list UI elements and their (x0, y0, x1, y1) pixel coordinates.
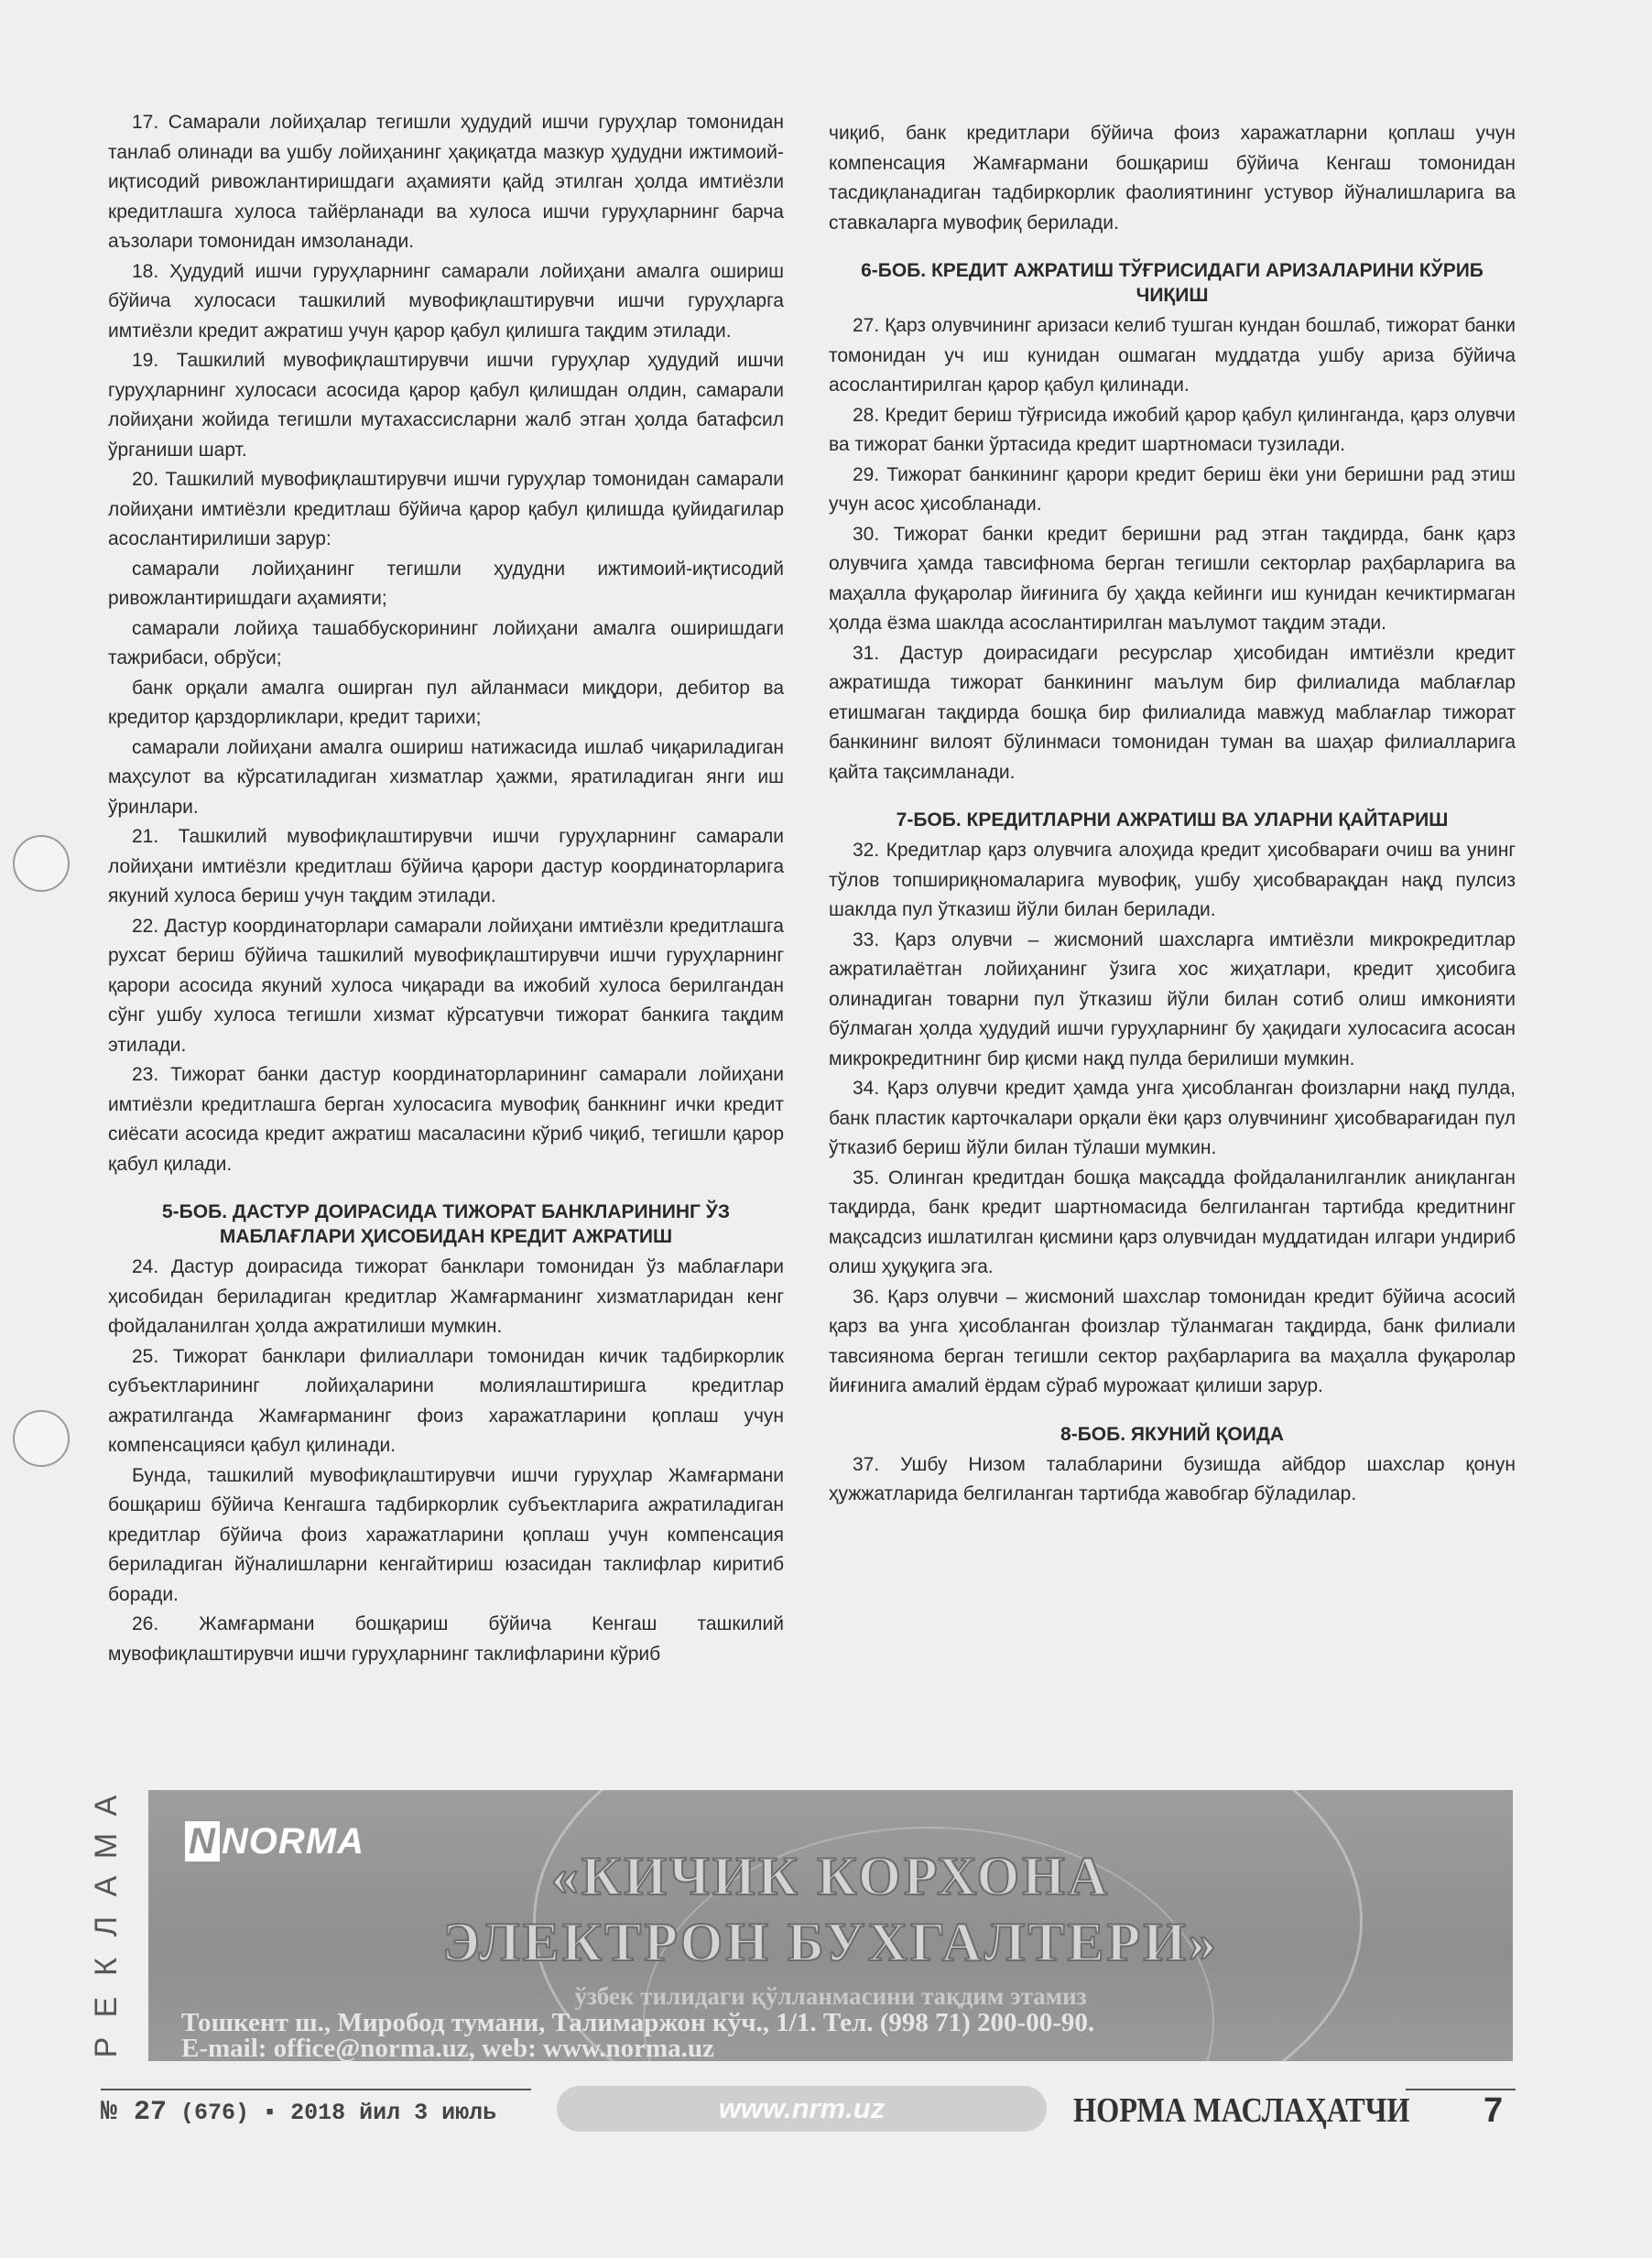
paragraph: чиқиб, банк кредитлари бўйича фоиз харажатларни қоплаш учун компенсация Жамғармани бошқариш бўйича Кенгаш томонидан тасдиқланадиган тадбиркорлик фаолиятининг устувор йўналишларига ва ставкаларга мувофиқ берилади. (829, 123, 1516, 233)
paragraph: 37. Ушбу Низом талабларини бузишда айбдор шахслар қонун ҳужжатларида белгиланган тартибда жавобгар бўладилар. (829, 1453, 1516, 1504)
paragraph: 20. Ташкилий мувофиқлаштирувчи ишчи гуруҳлар томонидан самарали лойиҳани имтиёзли кредитлаш бўйича қарор қабул қилишда қуйидагилар асослантирилиши зарур: (108, 469, 784, 549)
paragraph: 21. Ташкилий мувофиқлаштирувчи ишчи гуруҳларнинг самарали лойиҳани имтиёзли кредитлаш бўйича қарори дастур координаторларига якуний хулоса бериш учун тақдим этилади. (108, 826, 784, 906)
norma-logo-text: NORMA (221, 1821, 364, 1862)
paragraph: 25. Тижорат банклари филиаллари томонидан кичик тадбиркорлик субъектларининг лойиҳаларини молиялаштиришга кредитлар ажратилганда Жамғарманинг фоиз харажатларини қоплаш учун компенсацияси қабул қилинади. (108, 1345, 784, 1456)
paragraph: 33. Қарз олувчи – жисмоний шахсларга имтиёзли микрокредитлар ажратилаётган лойиҳанинг ўзига хос жиҳатлари, кредит ҳисобига олинадиган товарни пул ўтказиш йўли билан сотиб олиш имконияти бўлмаган ҳолда ҳудудий ишчи гуруҳларнинг бу ҳақидаги хулосасига асосан микрокредитнинг бир қисми нақд пулда берилиши мумкин. (829, 928, 1516, 1069)
paragraph: 27. Қарз олувчининг аризаси келиб тушган кундан бошлаб, тижорат банки томонидан уч иш кунидан ошмаган муддатда ушбу ариза бўйича асослантирилган қарор қабул қилинади. (829, 315, 1516, 396)
paragraph: 24. Дастур доирасида тижорат банклари томонидан ўз маблағлари ҳисобидан бериладиган кредитлар Жамғарманинг хизматларидан кенг фойдаланилган ҳолда ажратилиши мумкин. (108, 1256, 784, 1337)
footer-url[interactable]: www.nrm.uz (718, 2092, 886, 2124)
banner-address: Тошкент ш., Миробод тумани, Талимаржон кўч., 1/1. Тел. (998 71) 200-00-90. (181, 2008, 1095, 2037)
right-column (829, 119, 1516, 1510)
advertisement-label (81, 1786, 136, 2079)
banner-title-line1: «КИЧИК КОРХОНА (550, 1846, 1111, 1906)
section-heading: 5-БОБ. ДАСТУР ДОИРАСИДА ТИЖОРАТ БАНКЛАРИНИНГ ЎЗ МАБЛАҒЛАРИ ҲИСОБИДАН КРЕДИТ АЖРАТИШ (162, 1201, 730, 1247)
paragraph: 32. Кредитлар қарз олувчига алоҳида кредит ҳисобварағи очиш ва унинг тўлов топшириқномаларига мувофиқ, ушбу ҳисобварақдан нақд пулсиз шаклда пул ўтказиш йўли билан берилади. (829, 840, 1516, 920)
section-heading: 6-БОБ. КРЕДИТ АЖРАТИШ ТЎҒРИСИДАГИ АРИЗАЛАРИНИ КЎРИБ ЧИҚИШ (861, 260, 1484, 306)
paragraph: самарали лойиҳа ташаббускорининг лойиҳани амалга оширишдаги тажрибаси, обрўси; (108, 617, 784, 668)
footer-rule-left (101, 2089, 531, 2090)
paragraph: самарали лойиҳанинг тегишли ҳудудни ижтимоий-иқтисодий ривожлантиришдаги аҳамияти; (108, 558, 784, 609)
footer-bullet: ▪ (263, 2100, 277, 2126)
section-heading: 8-БОБ. ЯКУНИЙ ҚОИДА (1060, 1423, 1284, 1445)
paragraph: 34. Қарз олувчи кредит ҳамда унга ҳисобланган фоизларни нақд пулда, банк пластик карточкалари орқали ёки қарз олувчининг ҳисобварағидан пул ўтказиб бериш йўли билан тўлаши мумкин. (829, 1078, 1516, 1158)
advertisement-label-letter: К (89, 1958, 124, 1976)
paragraph: 28. Кредит бериш тўғрисида ижобий қарор қабул қилинганда, қарз олувчи ва тижорат банки ўртасида кредит шартномаси тузилади. (829, 404, 1516, 455)
advertisement-label-letter: А (89, 1875, 124, 1897)
issue-date: 2018 йил 3 июль (290, 2100, 497, 2126)
banner-contacts: E-mail: office@norma.uz, web: www.norma.uz (181, 2034, 714, 2061)
advertisement-label-letter: Р (89, 2036, 124, 2058)
footer-rule-right (1406, 2089, 1516, 2090)
issue-number: № 27 (101, 2097, 168, 2128)
paragraph: 18. Ҳудудий ишчи гуруҳларнинг самарали лойиҳани амалга ошириш бўйича хулосаси ташкилий мувофиқлаштирувчи ишчи гуруҳларга имтиёзли кредит ажратиш учун қарор қабул қилишга тақдим этилади. (108, 260, 784, 342)
binder-hole-top (13, 835, 70, 892)
norma-logo-mark: N (185, 1821, 220, 1862)
paragraph: 30. Тижорат банки кредит беришни рад этган тақдирда, банк қарз олувчига ҳамда тавсифнома берган тегишли секторлар раҳбарларига ва маҳалла фуқаролар йиғинига бу ҳақда кейинги иш кунидан кечиктирмаган ҳолда ёзма шаклда асослантирилган маълумот тақдим этади. (829, 523, 1516, 634)
paragraph: 29. Тижорат банкининг қарори кредит бериш ёки уни беришни рад этиш учун асос ҳисобланади. (829, 463, 1516, 515)
banner-subtitle: ўзбек тилидаги қўлланмасини тақдим этамиз (574, 1982, 1087, 2010)
issue-sequence: (676) (180, 2100, 250, 2126)
paragraph: 17. Самарали лойиҳалар тегишли ҳудудий ишчи гуруҳлар томонидан танлаб олинади ва ушбу лойиҳанинг ҳақиқатда мазкур ҳудудни ижтимоий-иқтисодий ривожлантиришдаги аҳамияти қайд этилган ҳолда имтиёзли кредитлашга хулоса тайёрланади ва хулоса ишчи гуруҳларнинг барча аъзолари томонидан имзоланади. (108, 112, 784, 252)
binder-hole-bottom (13, 1410, 70, 1467)
paragraph: самарали лойиҳани амалга ошириш натижасида ишлаб чиқариладиган маҳсулот ва кўрсатиладиган хизматлар ҳажми, яратиладиган янги иш ўринлари. (108, 736, 784, 818)
footer-issue-info (101, 2097, 496, 2128)
advertisement-banner (148, 1790, 1513, 2061)
footer-url-pill (557, 2086, 1047, 2132)
publication-title: НОРМА МАСЛАҲАТЧИ (1073, 2091, 1410, 2130)
paragraph: банк орқали амалга оширган пул айланмаси миқдори, дебитор ва кредитор қарздорликлари, кредит тарихи; (108, 677, 784, 728)
advertisement-label-letter: Л (89, 1916, 124, 1938)
advertisement-label-letter: М (89, 1832, 124, 1860)
paragraph: 19. Ташкилий мувофиқлаштирувчи ишчи гуруҳлар ҳудудий ишчи гуруҳларнинг хулосаси асосида қарор қабул қилишдан олдин, самарали лойиҳани жойида тегишли мутахассисларни жалб этган ҳолда батафсил ўрганиши шарт. (108, 350, 784, 461)
section-heading: 7-БОБ. КРЕДИТЛАРНИ АЖРАТИШ ВА УЛАРНИ ҚАЙТАРИШ (896, 809, 1449, 830)
paragraph: 26. Жамғармани бошқариш бўйича Кенгаш ташкилий мувофиқлаштирувчи ишчи гуруҳларнинг таклифларини кўриб (108, 1613, 784, 1665)
paragraph: 22. Дастур координаторлари самарали лойиҳани имтиёзли кредитлашга рухсат бериш бўйича ташкилий мувофиқлаштирувчи ишчи гуруҳларнинг қарори асосида якуний хулоса чиқаради ва ижобий хулоса берилгандан сўнг ушбу хулоса тегишли хизмат кўрсатувчи тижорат банкига тақдим этилади. (108, 915, 784, 1056)
advertisement-label-letter: Е (89, 1996, 124, 2018)
banner-title-line2: ЭЛЕКТРОН БУХГАЛТЕРИ» (442, 1912, 1219, 1972)
paragraph: 23. Тижорат банки дастур координаторларининг самарали лойиҳани имтиёзли кредитлашга берган хулосасига мувофиқ банкнинг ички кредит сиёсати асосида кредит ажратиш масаласини кўриб чиқиб, тегишли қарор қабул қилади. (108, 1064, 784, 1175)
paragraph: 31. Дастур доирасидаги ресурслар ҳисобидан имтиёзли кредит ажратишда тижорат банкининг маълум бир филиалида маблағлар етишмаган тақдирда бошқа бир филиалида мавжуд маблағлар тижорат банкининг вилоят бўлинмаси томонидан туман ва шаҳар филиалларига қайта тақсимланади. (829, 642, 1516, 783)
left-column (108, 108, 784, 1669)
paragraph: 35. Олинган кредитдан бошқа мақсадда фойдаланилганлик аниқланган тақдирда, банк кредит шартномасида белгиланган тартибда кредитнинг мақсадсиз ишлатилган қисмини қарз олувчидан муддатидан илгари ундириб олиш ҳуқуқига эга. (829, 1167, 1516, 1277)
paragraph: 36. Қарз олувчи – жисмоний шахслар томонидан кредит бўйича асосий қарз ва унга ҳисобланган фоизлар тўланмаган тақдирда, банк филиали тавсиянома берган тегишли сектор раҳбарларига ва маҳалла фуқаролар йиғинига амалий ёрдам сўраб мурожаат қилиши зарур. (829, 1286, 1516, 1396)
advertisement-label-letter: А (89, 1795, 124, 1817)
paragraph: Бунда, ташкилий мувофиқлаштирувчи ишчи гуруҳлар Жамғармани бошқариш бўйича Кенгашга тадбиркорлик субъектларига ажратиладиган кредитлар бўйича фоиз харажатларини қоплаш учун компенсация бериладиган йўналишларни кенгайтириш юзасидан таклифлар киритиб боради. (108, 1464, 784, 1605)
page-number: 7 (1484, 2091, 1504, 2130)
